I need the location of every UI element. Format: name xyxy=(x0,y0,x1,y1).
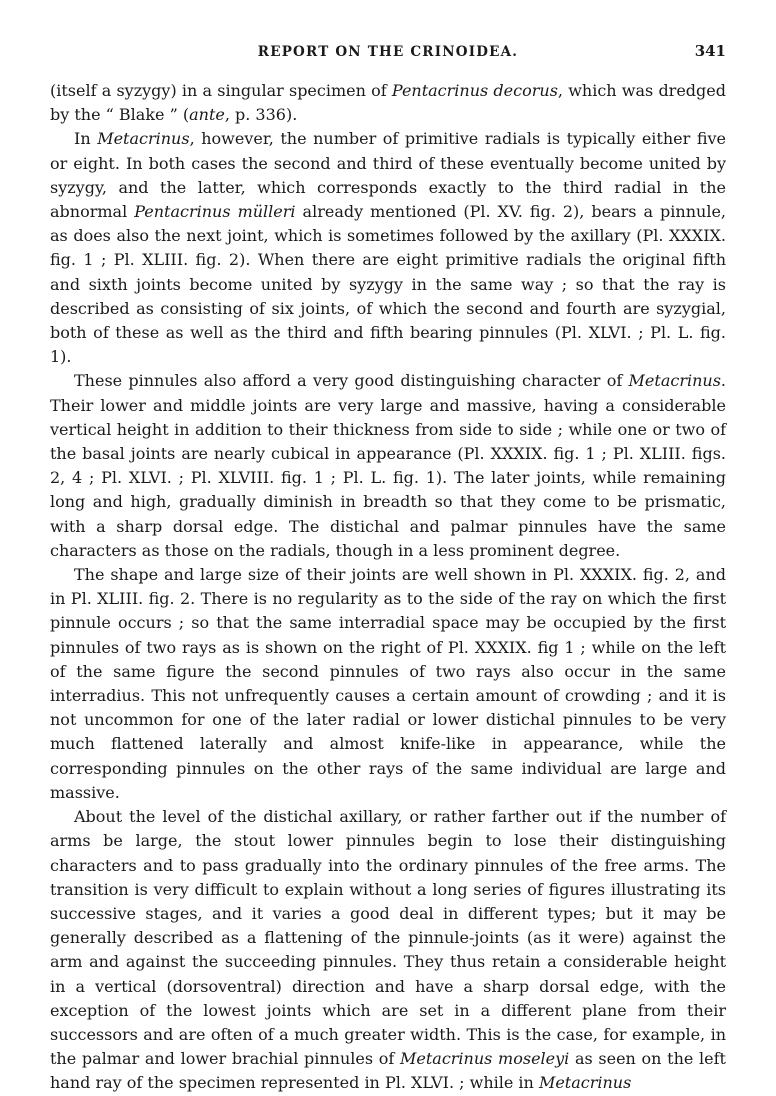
page-number: 341 xyxy=(694,42,726,60)
text-run: These pinnules also afford a very good distinguishing character of xyxy=(74,371,629,391)
text-run: The shape and large size of their joints are well shown in Pl. XXXIX. fig. 2, and in Pl. XLIII. fig. 2. There is no regularity as to the side of the ray on which the first pinnule occurs ; so that the same interradial space may be occupied by the first pinnules of two rays as is shown on the right of Pl. XXXIX. fig 1 ; while on the left of the same figure the second pinnules of two rays also occur in the same interradius. This not unfrequently causes a certain amount of crowding ; and it is not uncommon for one of the later radial or lower distichal pinnules to be very much flattened laterally and almost knife-like in appearance, while the corresponding pinnules on the other rays of the same individual are large and massive. xyxy=(50,565,726,802)
body-text xyxy=(50,79,726,1096)
running-title: REPORT ON THE CRINOIDEA. xyxy=(257,44,519,60)
italic-term: Metacrinus xyxy=(538,1073,632,1093)
text-run: , p. 336). xyxy=(224,105,298,125)
italic-term: Metacrinus xyxy=(97,129,190,149)
paragraph-continued xyxy=(50,79,726,127)
italic-term: Pentacrinus mülleri xyxy=(134,202,296,222)
text-run: About the level of the distichal axillary, or rather farther out if the number of arms be large, the stout lower pinnules begin to lose their distinguishing characters and to pass gradually into the ordinary pinnules of the free arms. The transition is very difficult to explain without a long series of figures illustrating its successive stages, and it varies a good deal in different types; but it may be generally described as a flattening of the pinnule-joints (as it were) against the arm and against the succeeding pinnules. They thus retain a considerable height in a vertical (dorsoventral) direction and have a sharp dorsal edge, with the exception of the lowest joints which are set in a different plane from their successors and are often of a much greater width. This is the case, for example, in the palmar and lower brachial pinnules of xyxy=(50,807,726,1069)
italic-term: ante xyxy=(189,105,225,125)
text-run: already mentioned (Pl. XV. fig. 2), bears a pinnule, as does also the next joint, which is sometimes followed by the axillary (Pl. XXXIX. fig. 1 ; Pl. XLIII. fig. 2). When there are eight primitive radials the original fifth and sixth joints become united by syzygy in the same way ; so that the ray is described as consisting of six joints, of which the second and fourth are syzygial, both of these as well as the third and fifth bearing pinnules (Pl. XLVI. ; Pl. L. fig. 1). xyxy=(50,202,726,367)
text-run: (itself a syzygy) in a singular specimen of xyxy=(50,81,392,100)
text-run: as seen on the left hand ray of the specimen represented in Pl. XLVI. ; while in xyxy=(50,1049,726,1093)
text-run: , which was dredged by the “ Blake ” ( xyxy=(50,81,726,125)
running-header xyxy=(50,38,726,64)
paragraph-metacrinus-radials xyxy=(50,127,726,369)
paragraph-joint-shape xyxy=(50,563,726,805)
italic-term: Metacrinus moseleyi xyxy=(400,1049,570,1069)
paragraph-pinnule-character xyxy=(50,369,726,563)
text-run: , however, the number of primitive radials is typically either five or eight. In both cases the second and third of these eventually become united by syzygy, and the latter, which corresponds exactly to the third radial in the abnormal xyxy=(50,129,726,222)
paragraph-distichal-transition xyxy=(50,805,726,1095)
italic-term: Metacrinus xyxy=(628,371,721,391)
italic-term: Pentacrinus decorus xyxy=(391,81,558,100)
text-run: . Their lower and middle joints are very large and massive, having a considerable vertical height in addition to their thickness from side to side ; while one or two of the basal joints are nearly cubical in appearance (Pl. XXXIX. fig. 1 ; Pl. XLIII. figs. 2, 4 ; Pl. XLVI. ; Pl. XLVIII. fig. 1 ; Pl. L. fig. 1). The later joints, while remaining long and high, gradually diminish in breadth so that they come to be prismatic, with a sharp dorsal edge. The distichal and palmar pinnules have the same characters as those on the radials, though in a less prominent degree. xyxy=(50,371,726,560)
text-run: In xyxy=(74,129,98,149)
